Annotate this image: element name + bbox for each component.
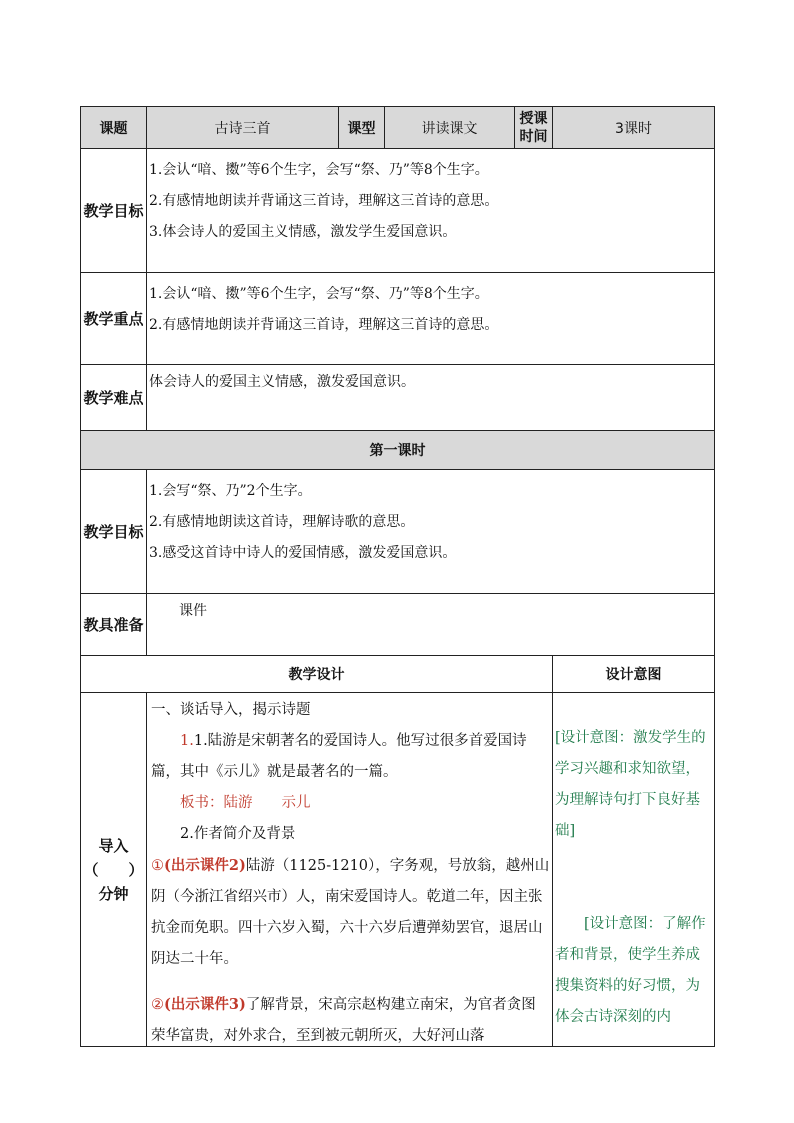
difficulties-text: 体会诗人的爱国主义情感，激发爱国意识。	[147, 365, 715, 431]
courseware2-num: ①	[151, 858, 164, 874]
lesson1-goal-item: 2.有感情地朗读这首诗，理解诗歌的意思。	[149, 514, 415, 530]
courseware2-text: 陆游（1125-1210），字务观，号放翁，越州山阴（今浙江省绍兴市）人，南宋爱国诗人。乾道二年，因主张抗金而免职。四十六岁入蜀，六十六岁后遭弹劾罢官，退居山阴达二十年。	[151, 858, 550, 967]
goal-item: 3.体会诗人的爱国主义情感，激发学生爱国意识。	[149, 224, 457, 240]
course-label: 课题	[81, 107, 147, 149]
board-writing	[151, 788, 550, 819]
design-content-inner	[151, 695, 550, 1045]
difficulties-label: 教学难点	[81, 365, 147, 431]
time-value: 3课时	[553, 107, 715, 149]
intent-note-2: [设计意图：了解作者和背景，使学生养成搜集资料的好习惯，为体会古诗深刻的内	[555, 916, 706, 1025]
intent-content	[553, 693, 715, 1047]
board-value: 示儿	[281, 795, 311, 811]
intent-content-inner	[555, 723, 712, 1043]
lesson1-goals-label: 教学目标	[81, 470, 147, 594]
intent-header: 设计意图	[553, 656, 715, 693]
courseware2-tag: (出示课件2)	[164, 857, 246, 874]
lesson1-goal-item: 3.感受这首诗中诗人的爱国情感，激发爱国意识。	[149, 545, 457, 561]
lesson1-goal-item: 1.会写“祭、乃”2个生字。	[149, 483, 312, 499]
design-header: 教学设计	[81, 656, 553, 693]
board-label: 板书：陆游	[180, 795, 253, 811]
lesson1-goals-list	[147, 470, 715, 594]
courseware3-num: ②	[151, 997, 164, 1013]
lesson-plan	[80, 106, 714, 1047]
design-header-row	[81, 656, 715, 693]
goal-item: 2.有感情地朗读并背诵这三首诗，理解这三首诗的意思。	[149, 193, 499, 209]
intro-row	[81, 693, 715, 1047]
prep-label: 教具准备	[81, 594, 147, 656]
courseware3-text: 了解背景，宋高宗赵构建立南宋，为官者贪图荣华富贵，对外求合，至到被元朝所灭，大好河山落	[151, 997, 536, 1044]
prep-row	[81, 594, 715, 656]
lesson1-goals-row	[81, 470, 715, 594]
key-point-item: 1.会认“喑、擞”等6个生字，会写“祭、乃”等8个生字。	[149, 286, 489, 302]
intro-number: 1.	[180, 733, 194, 749]
teaching-goals-row	[81, 149, 715, 273]
courseware3-tag: (出示课件3)	[164, 996, 246, 1013]
goal-item: 1.会认“喑、擞”等6个生字，会写“祭、乃”等8个生字。	[149, 162, 489, 178]
teaching-goals-label: 教学目标	[81, 149, 147, 273]
courseware3-paragraph	[151, 989, 550, 1045]
lesson1-title: 第一课时	[81, 431, 715, 470]
prep-value: 课件	[147, 594, 715, 656]
course-value: 古诗三首	[147, 107, 339, 149]
design-content	[147, 693, 553, 1047]
key-points-row	[81, 273, 715, 365]
header-row	[81, 107, 715, 149]
teaching-goals-list	[147, 149, 715, 273]
intent-note-1: [设计意图：激发学生的学习兴趣和求知欲望，为理解诗句打下良好基础]	[555, 730, 706, 839]
lesson-plan-table	[80, 106, 715, 1047]
stage-label: 导入（ ）分钟	[81, 693, 147, 1047]
bio-heading: 2.作者简介及背景	[180, 826, 296, 842]
intro-text: 1.陆游是宋朝著名的爱国诗人。他写过很多首爱国诗篇，其中《示儿》就是最著名的一篇。	[151, 733, 527, 780]
key-point-item: 2.有感情地朗读并背诵这三首诗，理解这三首诗的意思。	[149, 317, 499, 333]
lesson1-title-row	[81, 431, 715, 470]
time-label: 授课时间	[515, 107, 553, 149]
courseware2-paragraph	[151, 850, 550, 975]
key-points-list	[147, 273, 715, 365]
key-points-label: 教学重点	[81, 273, 147, 365]
type-value: 讲读课文	[385, 107, 515, 149]
difficulties-row	[81, 365, 715, 431]
section-title: 一、谈话导入，揭示诗题	[151, 702, 311, 718]
type-label: 课型	[339, 107, 385, 149]
intro-paragraph	[151, 726, 550, 788]
